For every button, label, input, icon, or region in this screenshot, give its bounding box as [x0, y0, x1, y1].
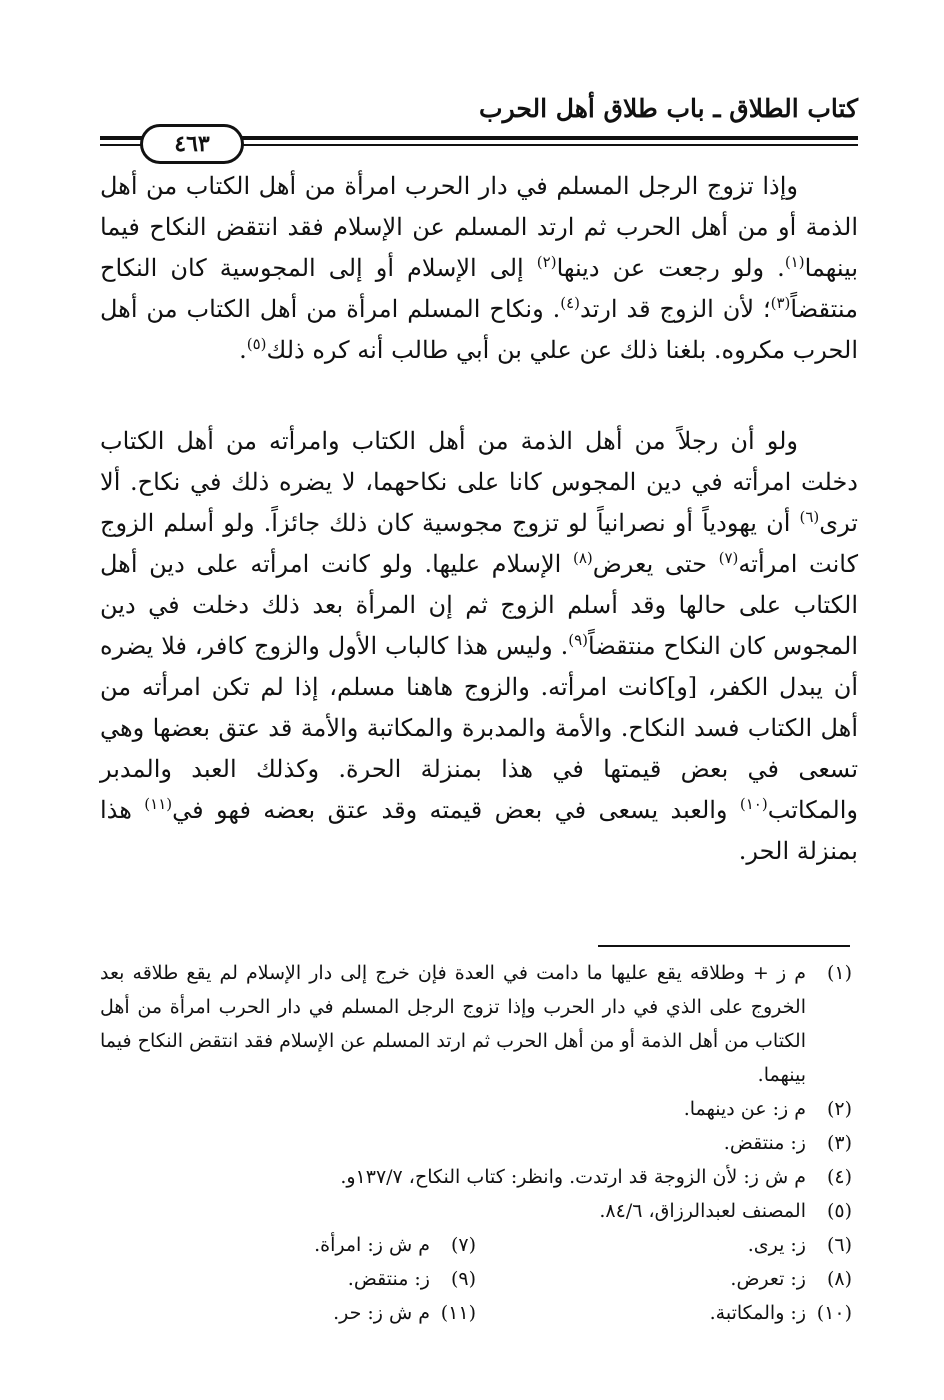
text-run: إلى الإسلام أو إلى المجوسية كان النكاح منتقضاً: [100, 254, 859, 323]
footnote-5: [100, 1194, 852, 1228]
text-run: حتى يعرض: [592, 550, 719, 578]
footnote-mark: (١): [826, 962, 852, 984]
footnote-text: ز: منتقض.: [347, 1268, 430, 1290]
footnote-text: م ش ز: حر.: [333, 1302, 430, 1324]
footnote-mark: (٢): [826, 1098, 852, 1120]
footnote-ref-4: (٤): [560, 294, 581, 312]
text-run: . ونكاح المسلم امرأة من أهل الكتاب من أهل الحرب مكروه. بلغنا ذلك عن علي بن أبي طالب أنه كره ذلك: [100, 295, 858, 364]
page-number: [140, 124, 244, 164]
footnote-4: [100, 1160, 852, 1194]
footnotes: [100, 956, 852, 1330]
paragraph-2: [100, 421, 858, 872]
text-run: الإسلام عليها. ولو كانت امرأته على دين أهل الكتاب على حالها وقد أسلم الزوج ثم إن المرأة بعد ذلك دخلت في دين المجوس كان النكاح منتقضاً: [100, 550, 858, 660]
footnote-ref-3: (٣): [770, 294, 791, 312]
footnote-2: [100, 1092, 852, 1126]
footnote-6: [476, 1228, 852, 1262]
footnote-mark: (١٠): [816, 1302, 852, 1324]
footnote-1: [100, 956, 852, 1092]
text-run: . ولو رجعت عن دينها: [556, 254, 785, 282]
footnote-text: ز: يرى.: [747, 1234, 806, 1256]
footnote-10: [476, 1296, 852, 1330]
footnote-ref-7: (٧): [718, 549, 739, 567]
text-run: . وليس هذا كالباب الأول والزوج كافر، فلا يضره أن يبدل الكفر، [و]كانت امرأته. والزوج هاهنا مسلم، إذا لم تكن امرأته من أهل الكتاب فسد النكاح. والأمة والمدبرة والمكاتبة والأمة قد عتق بعضها وهي تسعى في بعض قيمتها في هذا بمنزلة الحرة. وكذلك العبد والمدبر والمكاتب: [100, 632, 858, 824]
footnote-mark: (٦): [826, 1234, 852, 1256]
footnote-text: ز: تعرض.: [730, 1268, 806, 1290]
footnote-ref-2: (٢): [536, 253, 557, 271]
footnote-mark: (٤): [826, 1166, 852, 1188]
footnote-mark: (٣): [826, 1132, 852, 1154]
footnote-ref-5: (٥): [246, 335, 267, 353]
footnote-text: المصنف لعبدالرزاق، ٨٤/٦.: [599, 1200, 806, 1222]
footnote-text: م ز + وطلاقه يقع عليها ما دامت في العدة فإن خرج إلى دار الإسلام لم يقع طلاقه بعد الخروج على الذي في دار الحرب وإذا تزوج الرجل المسلم في دار الحرب امرأة من أهل الكتاب من أهل الذمة أو من أهل الحرب ثم ارتد المسلم عن الإسلام فقد انتقض النكاح فيما بينهما.: [100, 962, 806, 1086]
main-text: [100, 166, 858, 872]
footnote-text: ز: والمكاتبة.: [709, 1302, 806, 1324]
footnote-ref-11: (١١): [144, 795, 173, 813]
footnote-ref-8: (٨): [572, 549, 593, 567]
footnote-8: [476, 1262, 852, 1296]
text-run: هذا بمنزلة الحر.: [100, 796, 858, 865]
footnote-ref-6: (٦): [799, 508, 820, 526]
footnote-ref-9: (٩): [568, 631, 589, 649]
footnote-text: م ش ز: لأن الزوجة قد ارتدت. وانظر: كتاب النكاح، ١٣٧/٧و.: [340, 1166, 806, 1188]
footnote-columns: [100, 1228, 852, 1330]
footnote-3: [100, 1126, 852, 1160]
text-run: ؛ لأن الزوج قد ارتد: [580, 295, 771, 323]
footnote-mark: (١١): [440, 1302, 476, 1324]
paragraph-1: [100, 166, 858, 371]
footnote-separator: [598, 945, 850, 947]
page-header: [100, 94, 858, 157]
text-run: وإذا تزوج الرجل المسلم في دار الحرب امرأة من أهل الكتاب من أهل الذمة أو من أهل الحرب ثم ارتد المسلم عن الإسلام فقد انتقض النكاح فيما بينهما: [100, 172, 859, 282]
footnote-ref-1: (١): [784, 253, 805, 271]
text-run: .: [239, 336, 247, 364]
footnote-ref-10: (١٠): [739, 795, 768, 813]
footnote-mark: (٧): [450, 1234, 476, 1256]
footnote-9: [100, 1262, 476, 1296]
footnote-text: ز: منتقض.: [723, 1132, 806, 1154]
text-run: أن يهودياً أو نصرانياً لو تزوج مجوسية كان ذلك جائزاً. ولو أسلم الزوج كانت امرأته: [100, 509, 859, 578]
footnote-mark: (٨): [826, 1268, 852, 1290]
footnote-text: م ز: عن دينهما.: [683, 1098, 806, 1120]
footnote-mark: (٩): [450, 1268, 476, 1290]
text-run: والعبد يسعى في بعض قيمته وقد عتق بعضه فهو في: [172, 796, 740, 824]
text-run: ولو أن رجلاً من أهل الذمة من أهل الكتاب وامرأته من أهل الكتاب دخلت امرأته في دين المجوس كانا على نكاحهما، لا يضره ذلك في نكاح. ألا ترى: [100, 427, 858, 537]
footnote-mark: (٥): [826, 1200, 852, 1222]
running-title: كتاب الطلاق ـ باب طلاق أهل الحرب: [479, 94, 858, 123]
footnote-11: [100, 1296, 476, 1330]
page-number-text: ٤٦٣: [174, 131, 210, 157]
footnote-text: م ش ز: امرأة.: [314, 1234, 430, 1256]
footnote-7: [100, 1228, 476, 1262]
